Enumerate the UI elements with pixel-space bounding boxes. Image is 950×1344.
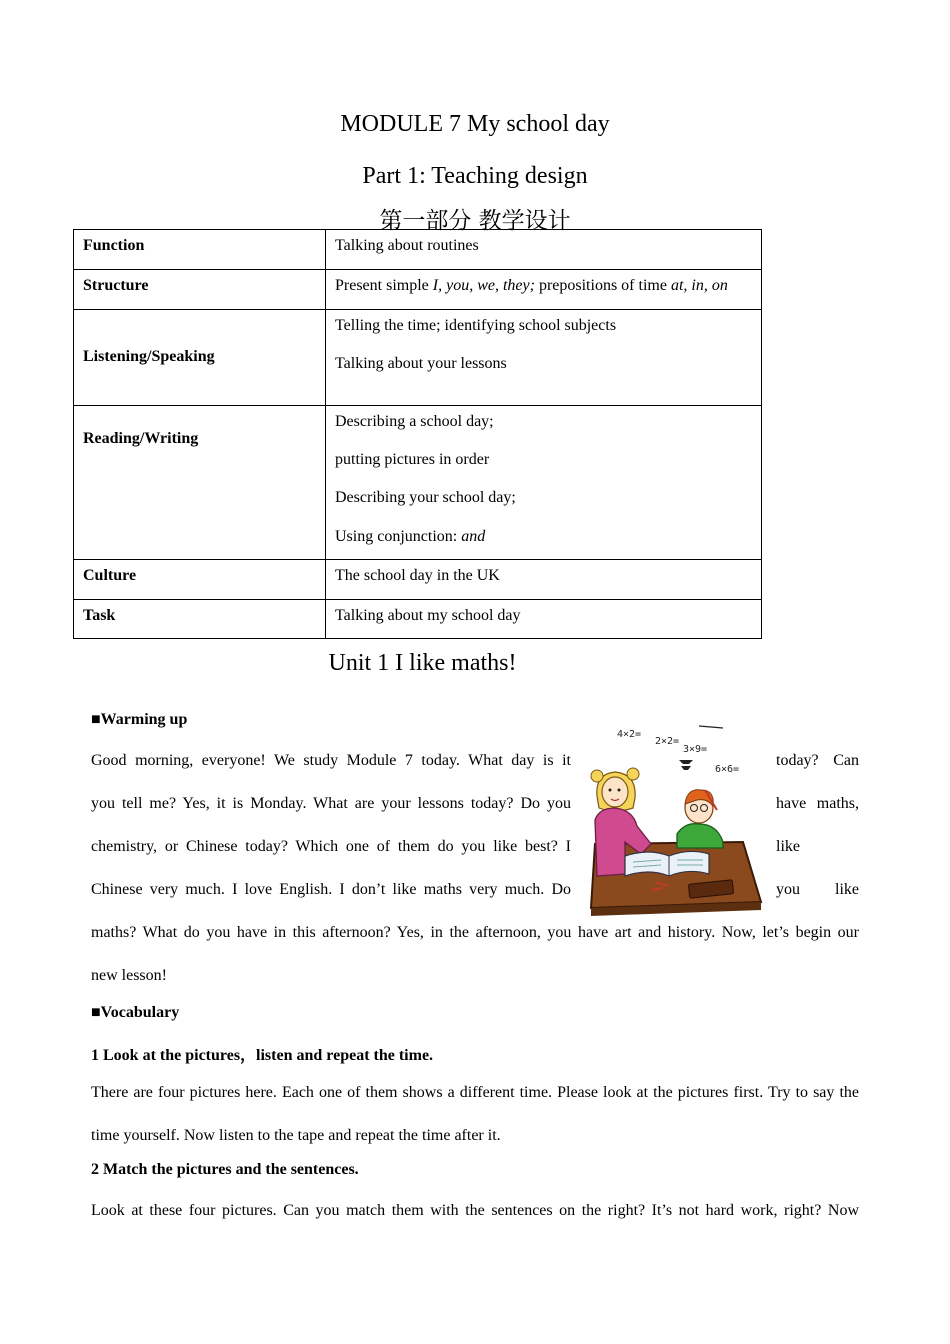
structure-text: Present simple: [335, 277, 433, 294]
vocabulary-item-1-heading: 1 Look at the pictures，listen and repeat the time.: [91, 1047, 434, 1064]
listening-item: Telling the time; identifying school subjects: [335, 317, 617, 334]
line-right: have maths,: [776, 795, 859, 812]
line-full: new lesson!: [91, 967, 167, 984]
function-value: Talking about routines: [326, 230, 762, 270]
function-label: Function: [74, 230, 326, 270]
reading-item: [335, 527, 752, 546]
sum-text: 2×2=: [655, 736, 680, 747]
line-left: you tell me? Yes, it is Monday. What are your lessons today? Do you: [91, 795, 571, 812]
reading-item: Describing your school day;: [335, 489, 516, 507]
warming-up-heading: ■Warming up: [91, 711, 188, 728]
culture-value: The school day in the UK: [326, 560, 762, 600]
reading-item-emphasis: and: [461, 527, 486, 545]
structure-text-mid: prepositions of time: [534, 277, 671, 294]
document-title: MODULE 7 My school day: [340, 111, 610, 137]
structure-pronouns: I, you, we, they;: [432, 277, 535, 294]
reading-item: putting pictures in order: [335, 451, 490, 469]
table-row-reading: [74, 406, 762, 560]
table-row-task: [74, 600, 762, 639]
line-right: like: [776, 838, 800, 855]
line-left: Good morning, everyone! We study Module 7 today. What day is it: [91, 752, 571, 769]
table-row-function: [74, 230, 762, 270]
listening-value: [326, 310, 762, 406]
table-row-structure: [74, 270, 762, 310]
reading-label: [74, 406, 326, 560]
vocabulary-heading: ■Vocabulary: [91, 1004, 180, 1021]
unit-title: Unit 1 I like maths!: [328, 650, 517, 676]
line-right: you like: [776, 881, 859, 898]
task-label: Task: [74, 600, 326, 639]
teaching-design-table: [73, 229, 762, 639]
table-row-listening: [74, 310, 762, 406]
table-row-culture: [74, 560, 762, 600]
structure-label: Structure: [74, 270, 326, 310]
reading-item-text: Using conjunction:: [335, 527, 462, 545]
vocabulary-item-2-text: Look at these four pictures. Can you match them with the sentences on the right? It’s not hard work, right? Now: [91, 1202, 859, 1219]
task-value: Talking about my school day: [326, 600, 762, 639]
listening-item: Talking about your lessons: [335, 355, 507, 373]
line-full: maths? What do you have in this afternoon? Yes, in the afternoon, you have art and history. Now, let’s begin our: [91, 924, 859, 941]
reading-item: Describing a school day;: [335, 413, 494, 430]
reading-value: [326, 406, 762, 560]
reading-label-text: Reading/Writing: [83, 430, 199, 447]
sum-text: 6×6=: [715, 764, 740, 775]
line-left: Chinese very much. I love English. I don’t like maths very much. Do: [91, 881, 571, 898]
students-studying-illustration: [585, 724, 765, 919]
line-right: today? Can: [776, 752, 859, 769]
structure-value: [326, 270, 762, 310]
sum-text: 4×2=: [617, 729, 642, 740]
listening-label: Listening/Speaking: [74, 310, 326, 406]
vocabulary-item-1-text: There are four pictures here. Each one of them shows a different time. Please look at the pictures first. Try to say the time yourself. Now listen to the tape and repeat the time after it.: [91, 1084, 859, 1144]
structure-prepositions: at, in, on: [670, 277, 728, 294]
culture-label: Culture: [74, 560, 326, 600]
line-left: chemistry, or Chinese today? Which one of them do you like best? I: [91, 838, 571, 855]
sum-text: 3×9=: [683, 744, 708, 755]
paragraph-line: [91, 954, 859, 997]
vocabulary-item-2-heading: 2 Match the pictures and the sentences.: [91, 1161, 359, 1178]
section-subtitle-chinese: 第一部分 教学设计: [379, 208, 571, 234]
section-subtitle: Part 1: Teaching design: [362, 163, 588, 189]
